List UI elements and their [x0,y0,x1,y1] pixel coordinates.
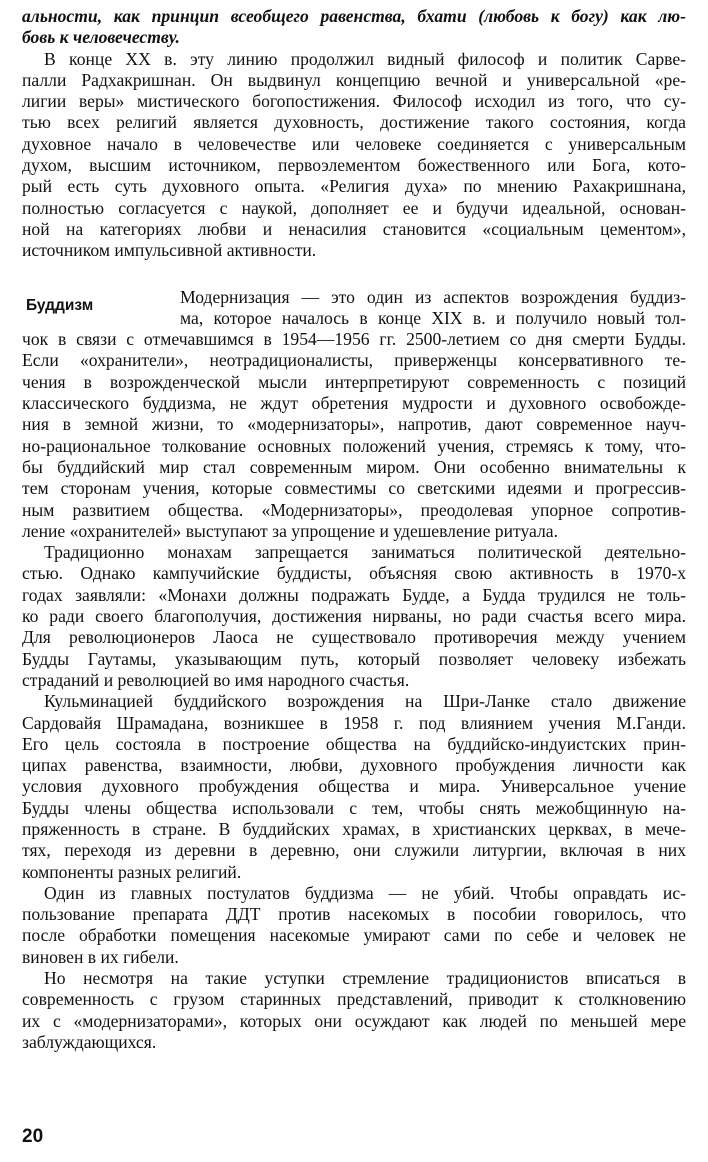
text-line: Модернизация — это один из аспектов возрождения буддиз- [180,286,686,307]
text-line: источником импульсивной активности. [22,240,317,261]
text-line: после обработки помещения насекомые умирают сами по себе и человек не [22,925,686,946]
text-line: чок в связи с отмечавшимся в 1954—1956 гг. 2500-летием со дня смерти Будды. [22,329,686,350]
paragraph-modernization [22,329,686,542]
paragraph-ddt [22,883,686,968]
opening-paragraph-fragment [22,6,686,49]
text-line: пользование препарата ДДТ против насекомых в пособии говорилось, что [22,904,686,925]
section-heading: Буддизм [26,296,94,314]
text-line: чения в возрожденческой мысли интерпретируют современность с позиций [22,371,686,392]
text-line: альности, как принцип всеобщего равенства, бхати (любовь к богу) как лю- [22,6,686,26]
text-line: бы буддийский мир стал современным миром. Они особенно внимательны к [22,456,686,477]
text-line: Традиционно монахам запрещается заниматься политической деятельно- [44,542,686,563]
text-line: тем сторонам учения, которые совместимы со светскими идеями и прогрессив- [22,478,686,499]
text-line: страданий и революцией во имя народного счастья. [22,669,410,690]
text-line: ление «охранителей» выступают за упрощение и удешевление ритуала. [22,520,558,541]
text-line: ко ради своего благополучия, достижения нирваны, но ради счастья всего мира. [22,606,686,627]
text-line: стью. Однако кампучийские буддисты, объясняя свою активность в 1970-х [22,563,686,584]
text-line: Но несмотря на такие уступки стремление традиционистов вписаться в [44,968,686,989]
text-line: В конце XX в. эту линию продолжил видный философ и политик Сарве- [44,48,686,69]
text-line: компоненты разных религий. [22,861,242,882]
text-line: ной на категориях любви и ненасилия становится «социальным цементом», [22,218,686,239]
text-line: тях, переходя из деревни в деревню, они служили литургии, включая в них [22,840,686,861]
text-line: современность с грузом старинных представлений, приводит к столкновению [22,989,686,1010]
section-buddhism-header-row [22,287,686,330]
text-line: Кульминацией буддийского возрождения на Шри-Ланке стало движение [44,691,686,712]
text-line: пряженность в стране. В буддийских храмах, в христианских церквах, в мече- [22,818,686,839]
text-line: тью всех религий является духовность, достижение такого состояния, когда [22,112,686,133]
text-line: Если «охранители», неотрадиционалисты, приверженцы консервативного те- [22,350,686,371]
page-body [22,6,686,1053]
text-line: лигии веры» мистического богопостижения. Философ исходил из того, что су- [22,91,686,112]
text-line: ма, которое началось в конце XIX в. и получило новый тол- [180,307,686,328]
paragraph-conclusion [22,968,686,1053]
paragraph-radhakrishnan [22,49,686,262]
text-line: годах заявляли: «Монахи должны подражать Будде, а Будда трудился не толь- [22,584,686,605]
text-line: духом, высшим источником, первоэлементом божественного или Бога, кото- [22,155,686,176]
text-line: ципах равенства, взаимности, любви, духовного пробуждения личности как [22,755,686,776]
text-line: условия духовного пробуждения общества и мира. Универсальное учение [22,776,686,797]
text-line: заблуждающихся. [22,1031,157,1052]
text-line: ния в земной жизни, то «модернизаторы», напротив, дают современное науч- [22,414,686,435]
text-line: бовь к человечеству. [22,27,180,48]
text-line: Будды члены общества использовали с тем, чтобы снять межобщинную на- [22,797,686,818]
paragraph-sri-lanka [22,691,686,883]
text-line: но-рациональное толкование основных положений учения, стремясь к тому, что- [22,435,686,456]
text-line: Один из главных постулатов буддизма — не убий. Чтобы оправдать ис- [44,882,686,903]
paragraph-modernization-head [180,287,686,330]
text-line: виновен в их гибели. [22,946,179,967]
text-line: Его цель состояла в построение общества на буддийско-индуистских прин- [22,733,686,754]
text-line: их с «модернизаторами», которых они осуждают как людей по меньшей мере [22,1010,686,1031]
text-line: полностью согласуется с наукой, дополняет ее и будучи идеальной, основан- [22,197,686,218]
text-line: Будды Гаутамы, указывающим путь, который позволяет человеку избежать [22,648,686,669]
page-number: 20 [22,1126,44,1147]
text-line: Сардовайя Шрамадана, возникшее в 1958 г. под влиянием учения М.Ганди. [22,712,686,733]
text-line: классического буддизма, не ждут обретения мудрости и духовного освобожде- [22,393,686,414]
text-line: духовное начало в человечестве или человеке соединяется с универсальным [22,133,686,154]
text-line: рый есть суть духовного опыта. «Религия духа» по мнению Рахакришнана, [22,176,686,197]
text-line: ным развитием общества. «Модернизаторы», преодолевая упорное сопротив- [22,499,686,520]
text-line: палли Радхакришнан. Он выдвинул концепцию вечной и универсальной «ре- [22,69,686,90]
text-line: Для революционеров Лаоса не существовало противоречия между учением [22,627,686,648]
paragraph-politics [22,542,686,691]
section-spacer [22,262,686,287]
